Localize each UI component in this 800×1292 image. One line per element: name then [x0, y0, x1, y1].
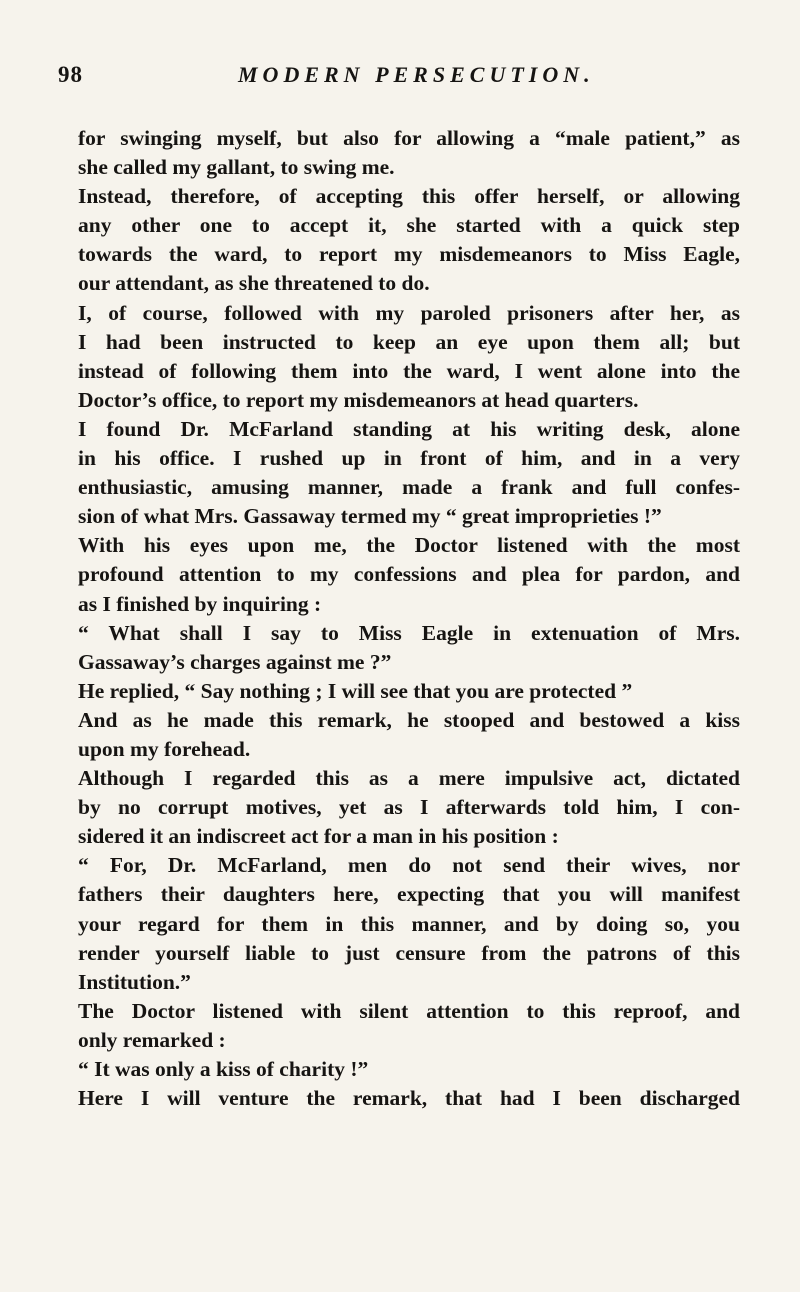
text-line: I found Dr. McFarland standing at his writing desk, alone — [78, 416, 740, 441]
page-header — [0, 62, 800, 102]
text-line: “ For, Dr. McFarland, men do not send their wives, nor — [78, 853, 740, 878]
text-line: she called my gallant, to swing me. — [78, 155, 395, 180]
text-line: Instead, therefore, of accepting this offer herself, or allowing — [78, 184, 740, 209]
body-text — [78, 124, 740, 1113]
text-line: He replied, “ Say nothing ; I will see that you are protected ” — [78, 678, 633, 703]
text-line: fathers their daughters here, expecting that you will manifest — [78, 882, 740, 907]
text-line: sion of what Mrs. Gassaway termed my “ great improprieties !” — [78, 504, 662, 529]
text-line: “ What shall I say to Miss Eagle in extenuation of Mrs. — [78, 620, 740, 645]
text-line: Doctor’s office, to report my misdemeanors at head quarters. — [78, 387, 639, 412]
text-line: by no corrupt motives, yet as I afterwards told him, I con- — [78, 795, 740, 820]
text-line: Institution.” — [78, 969, 191, 994]
text-line: upon my forehead. — [78, 736, 251, 761]
text-line: our attendant, as she threatened to do. — [78, 271, 430, 296]
text-line: any other one to accept it, she started with a quick step — [78, 213, 740, 238]
text-line: And as he made this remark, he stooped and bestowed a kiss — [78, 707, 740, 732]
text-line: sidered it an indiscreet act for a man in his position : — [78, 824, 559, 849]
text-line: as I finished by inquiring : — [78, 591, 322, 616]
running-head: MODERN PERSECUTION. — [238, 62, 595, 87]
text-line: render yourself liable to just censure from the patrons of this — [78, 940, 740, 965]
text-line: instead of following them into the ward, I went alone into the — [78, 358, 740, 383]
text-line: in his office. I rushed up in front of him, and in a very — [78, 446, 740, 471]
text-line: Here I will venture the remark, that had I been discharged — [78, 1086, 740, 1111]
text-line: With his eyes upon me, the Doctor listened with the most — [78, 533, 740, 558]
text-line: Gassaway’s charges against me ?” — [78, 649, 392, 674]
text-line: I, of course, followed with my paroled prisoners after her, as — [78, 300, 740, 325]
text-line: “ It was only a kiss of charity !” — [78, 1057, 369, 1081]
text-line: towards the ward, to report my misdemeanors to Miss Eagle, — [78, 242, 740, 267]
page-number: 98 — [58, 62, 83, 87]
text-line: for swinging myself, but also for allowing a “male patient,” as — [78, 126, 740, 150]
text-line: profound attention to my confessions and plea for pardon, and — [78, 562, 740, 587]
text-line: The Doctor listened with silent attention to this reproof, and — [78, 998, 740, 1023]
text-line: your regard for them in this manner, and by doing so, you — [78, 911, 740, 936]
text-line: only remarked : — [78, 1027, 226, 1052]
text-line: enthusiastic, amusing manner, made a frank and full confes- — [78, 475, 740, 500]
text-line: Although I regarded this as a mere impulsive act, dictated — [78, 766, 740, 791]
text-line: I had been instructed to keep an eye upon them all; but — [78, 329, 740, 354]
